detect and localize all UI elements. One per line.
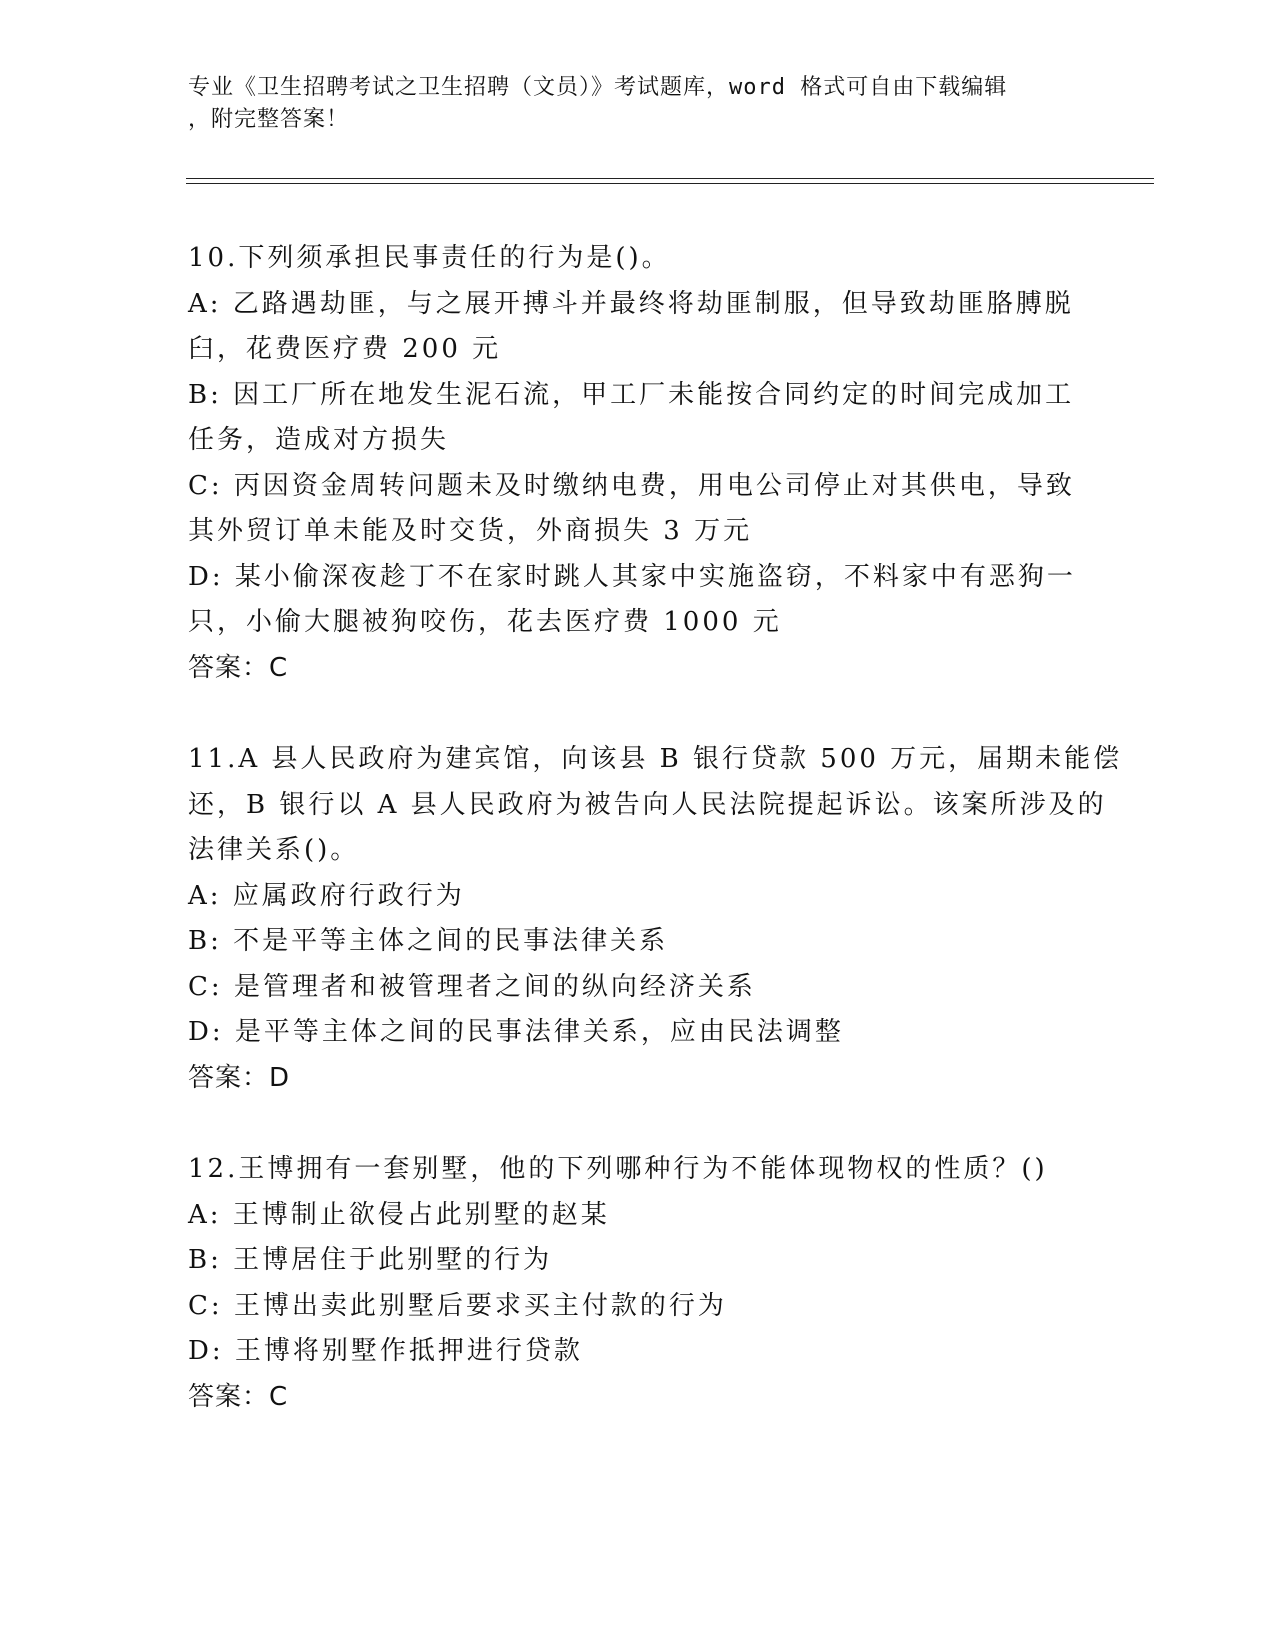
option-c: C: 是管理者和被管理者之间的纵向经济关系 — [188, 971, 756, 1002]
option-a: A: 应属政府行政行为 — [188, 880, 465, 911]
option-b-continued: 任务，造成对方损失 — [188, 425, 450, 455]
option-a-continued: 臼，花费医疗费 200 元 — [188, 334, 502, 364]
option-b: B: 王博居住于此别墅的行为 — [188, 1245, 553, 1275]
question-text: 10.下列须承担民事责任的行为是()。 — [188, 243, 671, 273]
option-d: D: 王博将别墅作抵押进行贷款 — [188, 1336, 583, 1366]
question-text: 11.A 县人民政府为建宾馆，向该县 B 银行贷款 500 万元，届期未能偿 — [188, 744, 1123, 774]
option-d: D: 是平等主体之间的民事法律关系，应由民法调整 — [188, 1017, 844, 1047]
option-d-continued: 只，小偷大腿被狗咬伤，花去医疗费 1000 元 — [188, 607, 782, 637]
question-list — [188, 236, 1123, 1466]
question-10 — [188, 236, 1088, 691]
question-text-continued: 还，B 银行以 A 县人民政府为被告向人民法院提起诉讼。该案所涉及的 — [188, 789, 1107, 820]
question-12 — [188, 1147, 1088, 1420]
option-d: D: 某小偷深夜趁丁不在家时跳人其家中实施盗窃，不料家中有恶狗一 — [188, 561, 1076, 592]
header-rule-bottom — [186, 183, 1154, 184]
question-11 — [188, 737, 1123, 1101]
header-line-2: ，附完整答案！ — [188, 107, 350, 132]
option-c: C: 王博出卖此别墅后要求买主付款的行为 — [188, 1290, 727, 1321]
option-b: B: 因工厂所在地发生泥石流，甲工厂未能按合同约定的时间完成加工 — [188, 379, 1075, 410]
option-a: A: 王博制止欲侵占此别墅的赵某 — [188, 1199, 610, 1230]
option-c: C: 丙因资金周转问题未及时缴纳电费，用电公司停止对其供电，导致 — [188, 470, 1075, 501]
header-rule-top — [186, 178, 1154, 179]
question-text-continued: 法律关系()。 — [188, 835, 360, 865]
option-a: A: 乙路遇劫匪，与之展开搏斗并最终将劫匪制服，但导致劫匪胳膊脱 — [188, 288, 1074, 319]
option-c-continued: 其外贸订单未能及时交货，外商损失 3 万元 — [188, 516, 753, 546]
answer: 答案：C — [188, 652, 289, 683]
option-b: B: 不是平等主体之间的民事法律关系 — [188, 926, 669, 956]
header-line-1: 专业《卫生招聘考试之卫生招聘（文员）》考试题库，word 格式可自由下载编辑 — [188, 75, 1008, 100]
answer: 答案：D — [188, 1062, 291, 1093]
document-header — [188, 72, 1078, 136]
answer: 答案：C — [188, 1381, 289, 1412]
question-text: 12.王博拥有一套别墅，他的下列哪种行为不能体现物权的性质？() — [188, 1154, 1048, 1184]
